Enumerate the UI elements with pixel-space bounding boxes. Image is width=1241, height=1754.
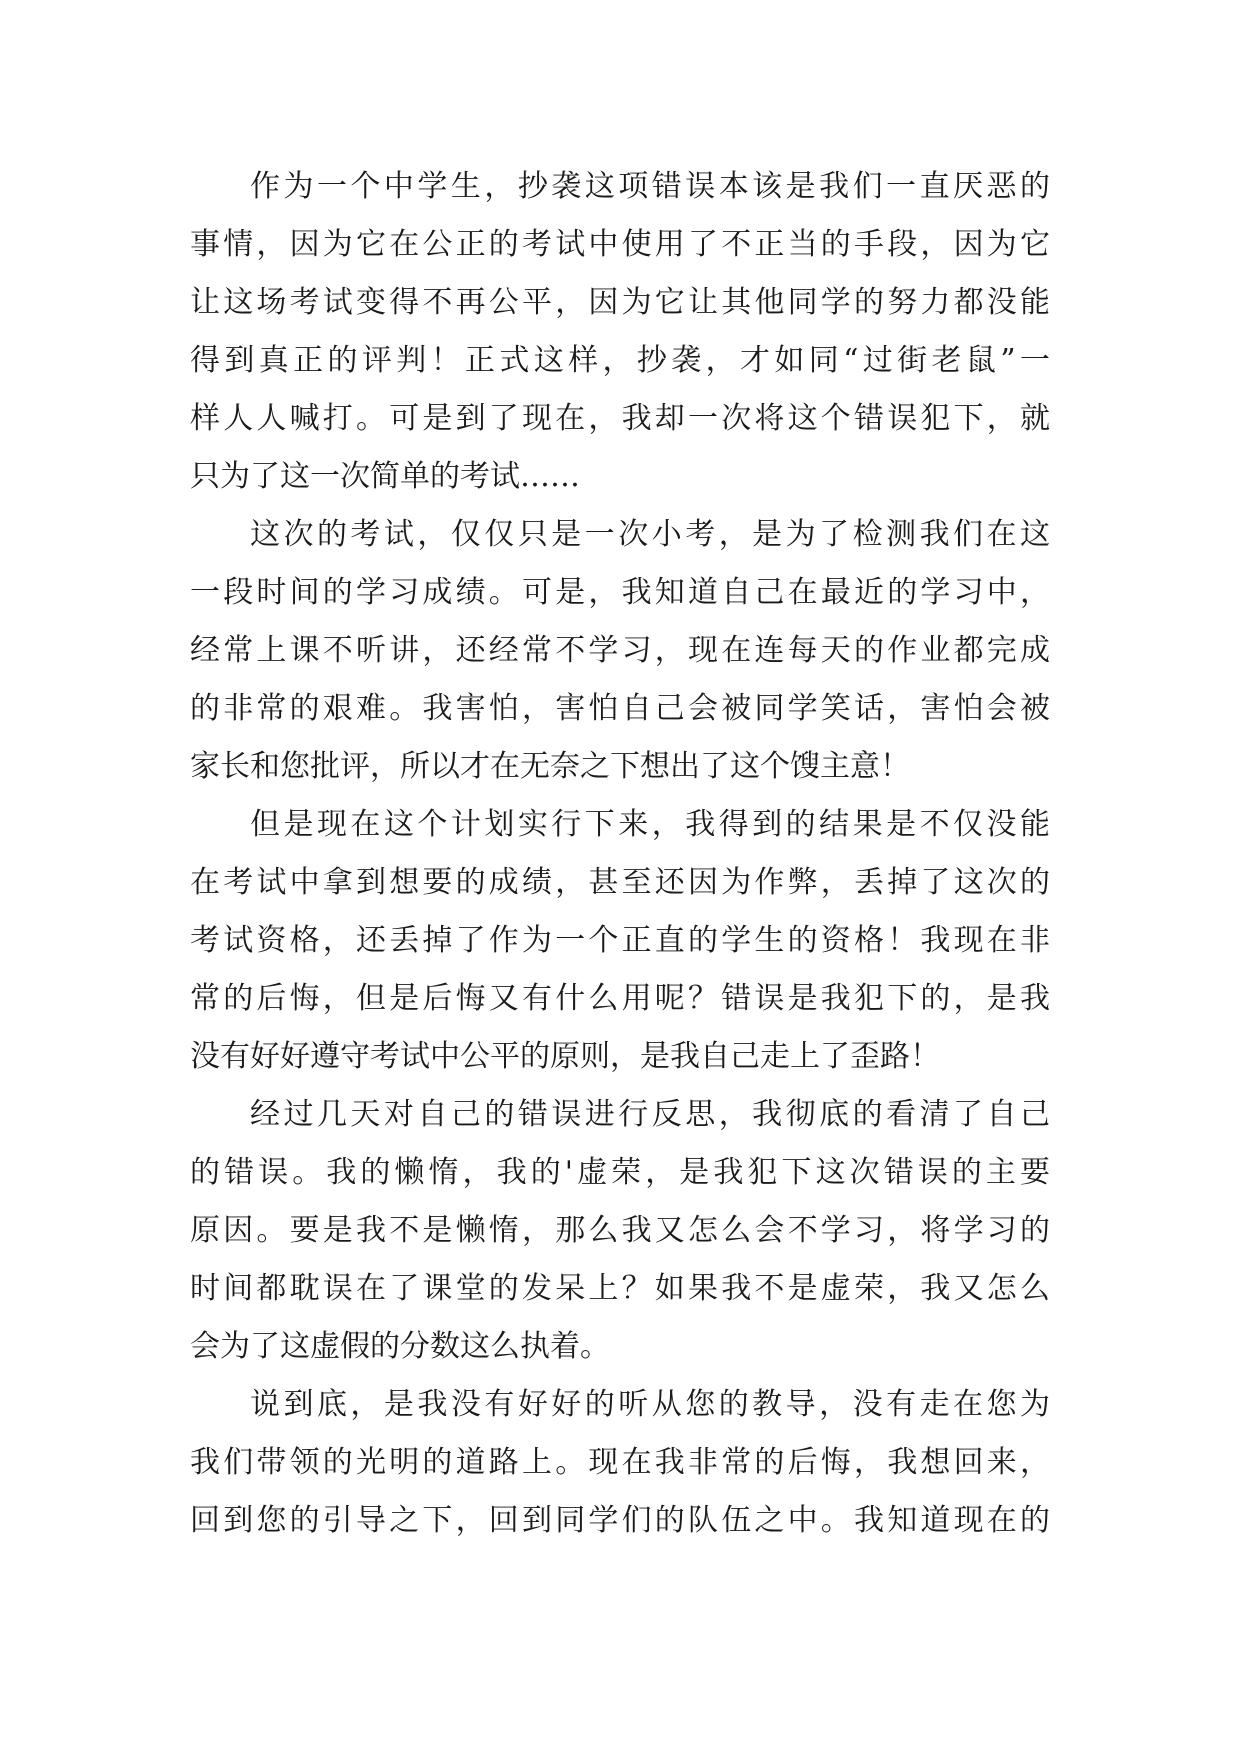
text-line: 但是现在这个计划实行下来，我得到的结果是不仅没能 — [250, 807, 1050, 842]
text-line: 我们带领的光明的道路上。现在我非常的后悔，我想回来， — [190, 1445, 1050, 1480]
text-line: 没有好好遵守考试中公平的原则，是我自己走上了歪路！ — [190, 1039, 940, 1074]
text-line: 家长和您批评，所以才在无奈之下想出了这个馊主意！ — [190, 749, 910, 784]
text-line: 事情，因为它在公正的考试中使用了不正当的手段，因为它 — [190, 227, 1050, 262]
paragraph-4 — [190, 1086, 1050, 1376]
text-line: 考试资格，还丢掉了作为一个正直的学生的资格！我现在非 — [190, 923, 1050, 958]
text-line: 经常上课不听讲，还经常不学习，现在连每天的作业都完成 — [190, 633, 1050, 668]
text-line: 的非常的艰难。我害怕，害怕自己会被同学笑话，害怕会被 — [190, 691, 1050, 726]
text-line: 说到底，是我没有好好的听从您的教导，没有走在您为 — [250, 1387, 1050, 1422]
paragraph-2 — [190, 506, 1050, 796]
paragraph-5 — [190, 1376, 1050, 1550]
text-line: 一段时间的学习成绩。可是，我知道自己在最近的学习中， — [190, 575, 1050, 610]
text-line: 时间都耽误在了课堂的发呆上？如果我不是虚荣，我又怎么 — [190, 1271, 1050, 1306]
paragraph-1 — [190, 158, 1050, 506]
text-line: 的错误。我的懒惰，我的'虚荣，是我犯下这次错误的主要 — [190, 1155, 1050, 1190]
paragraph-3 — [190, 796, 1050, 1086]
text-line: 得到真正的评判！正式这样，抄袭，才如同“过街老鼠”一 — [190, 343, 1050, 378]
text-line: 让这场考试变得不再公平，因为它让其他同学的努力都没能 — [190, 285, 1050, 320]
text-line: 会为了这虚假的分数这么执着。 — [190, 1329, 610, 1364]
document-body — [190, 158, 1050, 1550]
text-line: 经过几天对自己的错误进行反思，我彻底的看清了自己 — [250, 1097, 1050, 1132]
text-line: 只为了这一次简单的考试…… — [190, 459, 580, 494]
text-line: 原因。要是我不是懒惰，那么我又怎么会不学习，将学习的 — [190, 1213, 1050, 1248]
text-line: 这次的考试，仅仅只是一次小考，是为了检测我们在这 — [250, 517, 1050, 552]
text-line: 在考试中拿到想要的成绩，甚至还因为作弊，丢掉了这次的 — [190, 865, 1050, 900]
text-line: 常的后悔，但是后悔又有什么用呢？错误是我犯下的，是我 — [190, 981, 1050, 1016]
text-line: 作为一个中学生，抄袭这项错误本该是我们一直厌恶的 — [250, 169, 1050, 204]
text-line: 样人人喊打。可是到了现在，我却一次将这个错误犯下，就 — [190, 401, 1050, 436]
text-line: 回到您的引导之下，回到同学们的队伍之中。我知道现在的 — [190, 1503, 1050, 1538]
